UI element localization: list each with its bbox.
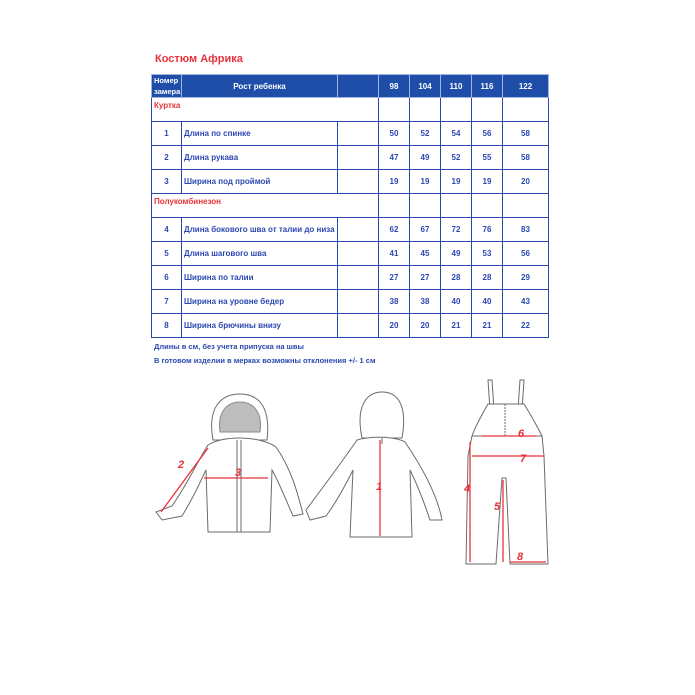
row-value: 28 [441,266,472,290]
measure-label-5: 5 [494,501,501,513]
row-value: 21 [472,314,503,338]
row-value: 19 [472,170,503,194]
row-name: Ширина под проймой [182,170,338,194]
row-value: 55 [472,146,503,170]
row-value: 29 [503,266,549,290]
row-value: 54 [441,122,472,146]
header-num: Номер замера [152,75,182,98]
row-num: 3 [152,170,182,194]
row-value: 27 [410,266,441,290]
header-size: 116 [472,75,503,98]
measure-label-2: 2 [178,459,185,471]
row-value: 50 [379,122,410,146]
row-value: 38 [379,290,410,314]
row-num: 4 [152,218,182,242]
row-value: 47 [379,146,410,170]
jacket-back-body [306,437,442,537]
header-size: 104 [410,75,441,98]
row-name: Ширина брючины внизу [182,314,338,338]
overalls-legs [466,436,548,564]
row-value: 49 [441,242,472,266]
section-title: Куртка [152,98,379,122]
header-size: 98 [379,75,410,98]
row-num: 7 [152,290,182,314]
row-value: 19 [441,170,472,194]
row-value: 45 [410,242,441,266]
jacket-back-drawing [306,392,442,537]
measure-label-7: 7 [520,453,527,465]
row-num: 2 [152,146,182,170]
row-value: 62 [379,218,410,242]
page-title: Костюм Африка [155,53,243,65]
row-value: 38 [410,290,441,314]
row-name: Длина по спинке [182,122,338,146]
header-size: 110 [441,75,472,98]
row-value: 76 [472,218,503,242]
row-value: 22 [503,314,549,338]
measure-label-1: 1 [376,481,383,493]
measure-label-8: 8 [517,551,524,563]
row-value: 58 [503,146,549,170]
row-value: 72 [441,218,472,242]
row-value: 58 [503,122,549,146]
header-size: 122 [503,75,549,98]
row-value: 40 [441,290,472,314]
row-value: 56 [472,122,503,146]
section-title: Полукомбинезон [152,194,379,218]
row-value: 52 [410,122,441,146]
row-value: 41 [379,242,410,266]
row-num: 1 [152,122,182,146]
row-value: 21 [441,314,472,338]
row-value: 20 [379,314,410,338]
overalls-bib [472,404,542,436]
row-value: 67 [410,218,441,242]
row-value: 20 [410,314,441,338]
row-name: Длина рукава [182,146,338,170]
row-value: 20 [503,170,549,194]
row-value: 19 [379,170,410,194]
measure-label-3: 3 [235,467,242,479]
jacket-back-hood [360,392,404,438]
row-value: 56 [503,242,549,266]
row-value: 43 [503,290,549,314]
row-value: 28 [472,266,503,290]
measure-label-4: 4 [464,483,471,495]
row-num: 5 [152,242,182,266]
row-name: Длина шагового шва [182,242,338,266]
header-name: Рост ребенка [182,75,338,98]
row-value: 27 [379,266,410,290]
row-name: Ширина на уровне бедер [182,290,338,314]
note-units: Длины в см, без учета припуска на швы [154,342,304,351]
overalls-drawing [466,380,548,564]
jacket-front-body [156,438,303,532]
measure-label-6: 6 [518,428,525,440]
row-value: 19 [410,170,441,194]
note-tolerance: В готовом изделии в мерках возможны отклонения +/- 1 см [154,356,376,365]
row-value: 49 [410,146,441,170]
row-value: 52 [441,146,472,170]
row-name: Ширина по талии [182,266,338,290]
row-value: 40 [472,290,503,314]
row-value: 53 [472,242,503,266]
row-num: 6 [152,266,182,290]
row-name: Длина бокового шва от талии до низа [182,218,338,242]
row-num: 8 [152,314,182,338]
row-value: 83 [503,218,549,242]
